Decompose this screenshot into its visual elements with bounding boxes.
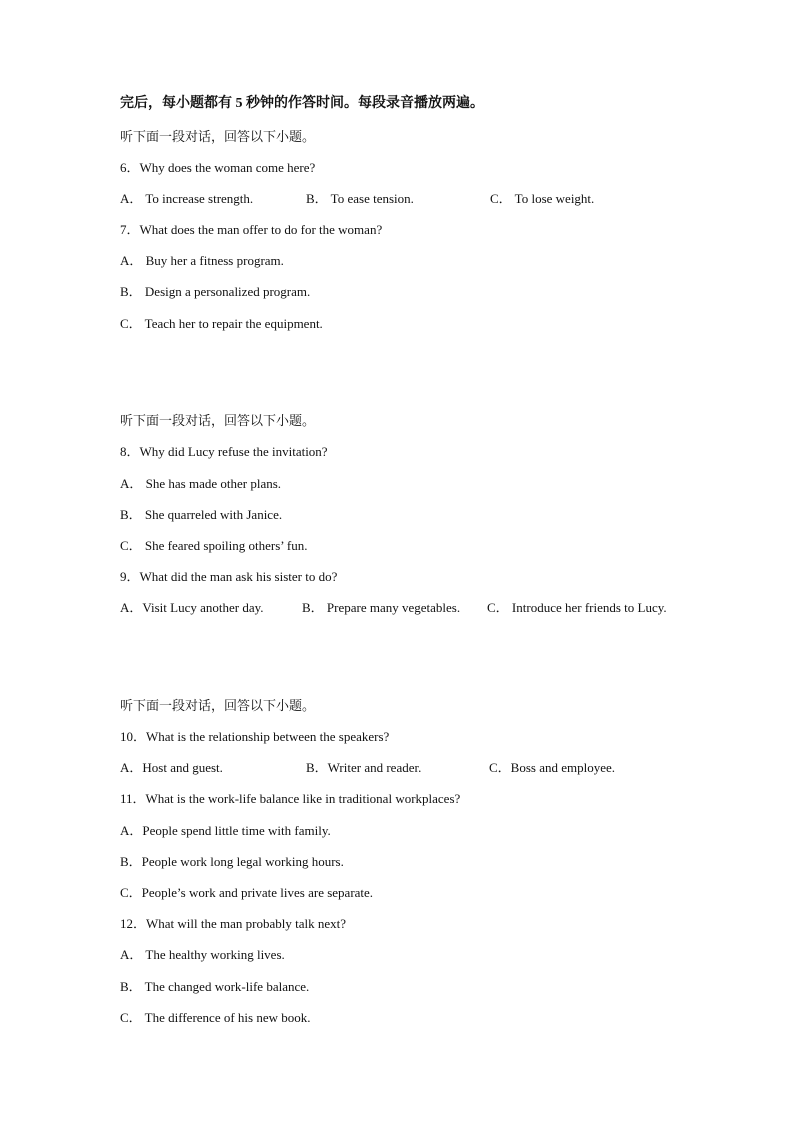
question-10-option-b: B．Writer and reader.	[306, 760, 422, 775]
section-3-header: 听下面一段对话，回答以下小题。	[120, 698, 316, 713]
section-1-header: 听下面一段对话，回答以下小题。	[120, 129, 316, 144]
question-7-stem: 7．What does the man offer to do for the woman?	[120, 222, 383, 237]
question-7-option-a: A． Buy her a fitness program.	[120, 253, 284, 268]
question-7-option-c: C． Teach her to repair the equipment.	[120, 316, 323, 331]
question-12-stem: 12．What will the man probably talk next?	[120, 916, 346, 931]
question-11-option-b: B．People work long legal working hours.	[120, 854, 344, 869]
question-6-option-c: C． To lose weight.	[490, 191, 595, 206]
question-7-option-b: B． Design a personalized program.	[120, 284, 311, 299]
question-8-option-c: C． She feared spoiling others’ fun.	[120, 538, 308, 553]
question-6-option-b: B． To ease tension.	[306, 191, 414, 206]
question-12-option-c: C． The difference of his new book.	[120, 1010, 311, 1025]
question-9-option-b: B． Prepare many vegetables.	[302, 600, 461, 615]
question-8-option-b: B． She quarreled with Janice.	[120, 507, 283, 522]
question-10-stem: 10．What is the relationship between the speakers?	[120, 729, 390, 744]
question-6-option-a: A． To increase strength.	[120, 191, 254, 206]
question-9-option-c: C． Introduce her friends to Lucy.	[487, 600, 667, 615]
question-9-stem: 9．What did the man ask his sister to do?	[120, 569, 338, 584]
question-8-option-a: A． She has made other plans.	[120, 476, 282, 491]
question-12-option-b: B． The changed work-life balance.	[120, 979, 310, 994]
question-9-option-a: A．Visit Lucy another day.	[120, 600, 264, 615]
question-8-stem: 8．Why did Lucy refuse the invitation?	[120, 444, 328, 459]
question-12-option-a: A． The healthy working lives.	[120, 947, 285, 962]
question-11-option-c: C．People’s work and private lives are separate.	[120, 885, 374, 900]
instructions-text: 完后，每小题都有 5 秒钟的作答时间。每段录音播放两遍。	[120, 96, 484, 111]
question-10-option-c: C．Boss and employee.	[489, 760, 616, 775]
section-2-header: 听下面一段对话，回答以下小题。	[120, 413, 316, 428]
question-11-stem: 11．What is the work-life balance like in traditional workplaces?	[120, 791, 461, 806]
question-10-option-a: A．Host and guest.	[120, 760, 223, 775]
question-11-option-a: A．People spend little time with family.	[120, 823, 331, 838]
question-6-stem: 6．Why does the woman come here?	[120, 160, 316, 175]
